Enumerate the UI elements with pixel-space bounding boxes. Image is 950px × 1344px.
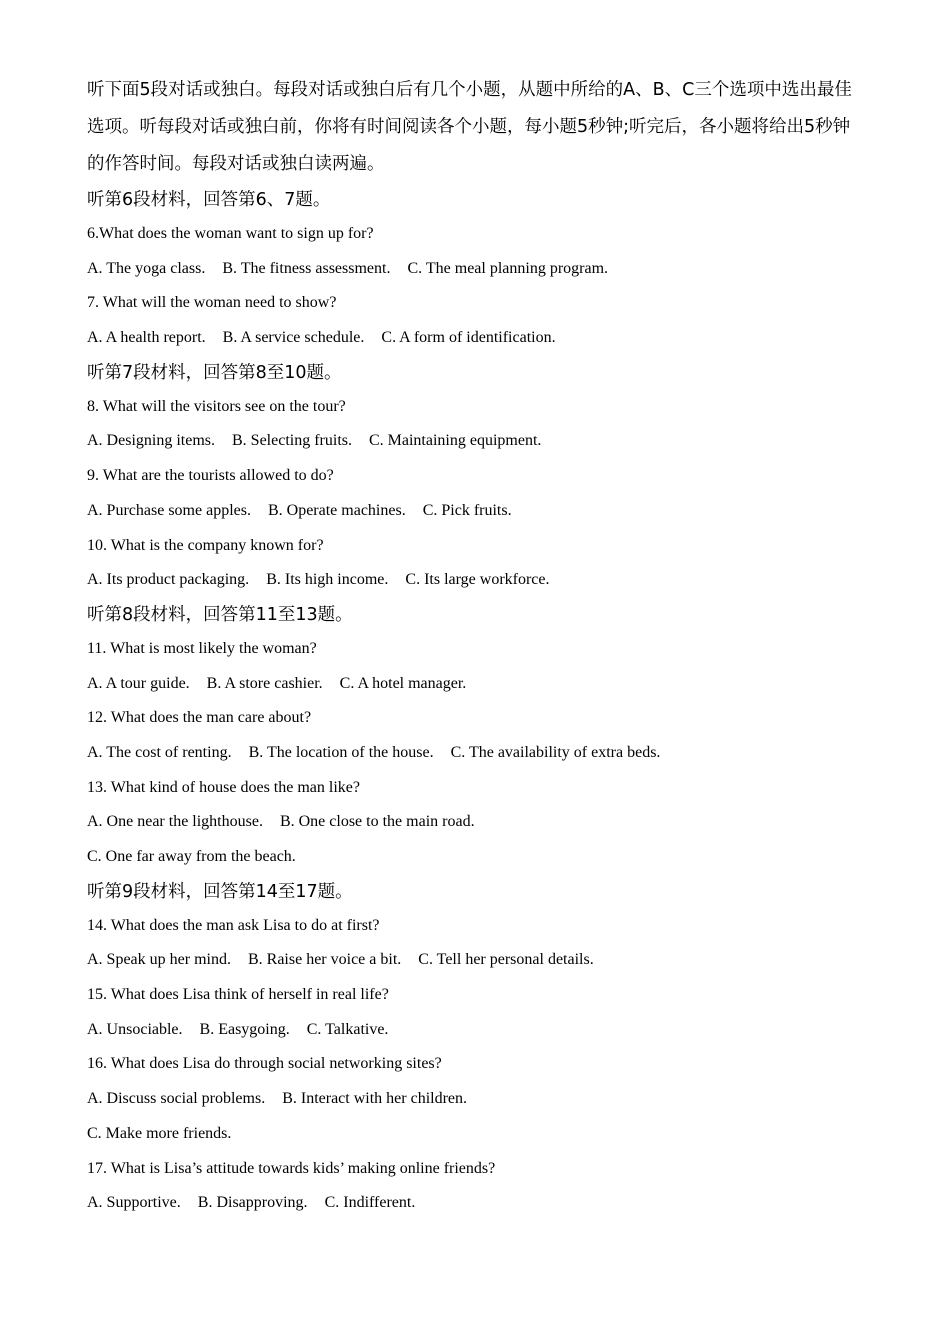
option-b: B. Interact with her children. [282, 1090, 468, 1108]
section-title: 听第9段材料，回答第14至17题。 [87, 881, 353, 902]
option-b: B. Selecting fruits. [232, 432, 352, 450]
option-c-line: C. One far away from the beach. [87, 848, 296, 865]
question-10: 10. What is the company known for? [87, 536, 324, 554]
option-c: C. The availability of extra beds. [450, 743, 661, 761]
option-c: C. Indifferent. [324, 1194, 416, 1212]
option-a: A. Supportive. [87, 1194, 181, 1212]
section-title: 听第7段材料，回答第8至10题。 [87, 362, 342, 383]
option-c: C. Maintaining equipment. [368, 432, 542, 450]
section-6 [87, 183, 867, 356]
option-c: C. Pick fruits. [422, 501, 512, 519]
section-8 [87, 598, 867, 875]
option-b: B. One close to the main road. [279, 813, 475, 831]
option-a: A. A tour guide. [87, 674, 190, 692]
question-15: 15. What does Lisa think of herself in real life? [87, 986, 389, 1004]
option-b: B. Raise her voice a bit. [247, 951, 402, 969]
question-8: 8. What will the visitors see on the tour? [87, 397, 346, 415]
question-11: 11. What is most likely the woman? [87, 639, 317, 657]
question-9: 9. What are the tourists allowed to do? [87, 467, 334, 485]
question-16: 16. What does Lisa do through social networking sites? [87, 1055, 442, 1073]
option-c: C. Its large workforce. [405, 571, 550, 589]
options-15 [87, 1013, 867, 1048]
option-c-line: C. Make more friends. [87, 1124, 232, 1142]
option-b: B. Easygoing. [199, 1020, 290, 1038]
section-9 [87, 875, 867, 1221]
option-c: C. The meal planning program. [407, 259, 609, 277]
instructions: 听下面5段对话或独白。每段对话或独白后有几个小题，从题中所给的A、B、C三个选项中选出最佳选项。听每段对话或独白前，你将有时间阅读各个小题，每小题5秒钟;听完后，各小题将给出5秒钟的作答时间。每段对话或独白读两遍。 [87, 80, 852, 174]
section-title: 听第8段材料，回答第11至13题。 [87, 604, 353, 625]
option-b: B. The location of the house. [248, 743, 434, 761]
exam-page [87, 72, 867, 1221]
question-14: 14. What does the man ask Lisa to do at first? [87, 916, 380, 934]
option-a: A. Its product packaging. [87, 571, 250, 589]
options-10 [87, 563, 867, 598]
question-13: 13. What kind of house does the man like? [87, 778, 360, 796]
question-6: 6.What does the woman want to sign up for? [87, 225, 374, 242]
question-7: 7. What will the woman need to show? [87, 294, 337, 312]
option-a: A. The yoga class. [87, 259, 206, 277]
option-a: A. Unsociable. [87, 1020, 183, 1038]
option-a: A. Purchase some apples. [87, 501, 251, 519]
option-a: A. One near the lighthouse. [87, 813, 263, 831]
option-c: C. A hotel manager. [339, 674, 467, 692]
options-12 [87, 736, 867, 771]
options-14 [87, 943, 867, 978]
options-9 [87, 494, 867, 529]
option-a: A. Designing items. [87, 432, 215, 450]
options-17 [87, 1186, 867, 1221]
section-7 [87, 356, 867, 598]
question-17: 17. What is Lisa’s attitude towards kids’ making online friends? [87, 1159, 496, 1177]
option-b: B. A store cashier. [206, 674, 323, 692]
option-b: B. A service schedule. [222, 329, 365, 347]
question-12: 12. What does the man care about? [87, 709, 312, 727]
option-b: B. Operate machines. [267, 501, 406, 519]
option-c: C. Talkative. [306, 1020, 389, 1038]
option-a: A. The cost of renting. [87, 743, 232, 761]
option-a: A. Discuss social problems. [87, 1090, 266, 1108]
option-a: A. A health report. [87, 329, 206, 347]
options-6 [87, 252, 867, 287]
options-13 [87, 805, 867, 840]
option-c: C. Tell her personal details. [418, 951, 594, 969]
section-title: 听第6段材料，回答第6、7题。 [87, 190, 331, 210]
option-c: C. A form of identification. [381, 329, 556, 347]
options-11 [87, 667, 867, 702]
option-a: A. Speak up her mind. [87, 951, 231, 969]
options-16 [87, 1082, 867, 1117]
options-7 [87, 321, 867, 356]
option-b: B. Its high income. [266, 571, 389, 589]
options-8 [87, 424, 867, 459]
option-b: B. The fitness assessment. [222, 259, 391, 277]
option-b: B. Disapproving. [197, 1194, 308, 1212]
